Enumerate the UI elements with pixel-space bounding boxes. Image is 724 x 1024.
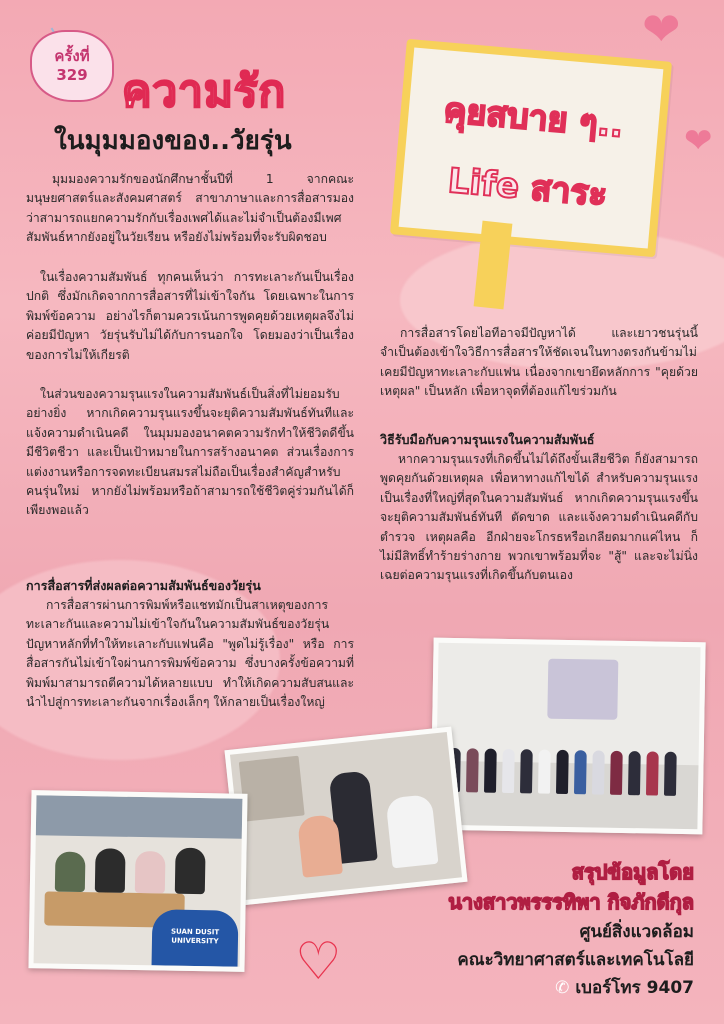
- photo-person: [538, 750, 551, 794]
- left-paragraph-3: ในส่วนของความรุนแรงในความสัมพันธ์เป็นสิ่งที่ไม่ยอมรับอย่างยิ่ง หากเกิดความรุนแรงขึ้นจะยุติความสัมพันธ์ทันทีและแจ้งความดำเนินคดี ในมุมมองอนาคตความรักทำให้ชีวิตดีขึ้น มีชีวิตชีวา และเป็นเป้าหมายในการสร้างอนาคต ส่วนเรื่องการแต่งงานหรือการจดทะเบียนสมรสไม่ถือเป็นเรื่องสำคัญสำหรับคนรุ่นใหม่ หากยังไม่พร้อมหรือถ้าสามารถใช้ชีวิตคู่ร่วมกันได้ก็เพียงพอแล้ว: [26, 387, 354, 518]
- credit-author: นางสาวพรรรทิพา กิจภักดีกุล: [448, 890, 694, 914]
- photo-person: [95, 848, 126, 893]
- phone-label: เบอร์โทร 9407: [575, 978, 694, 998]
- photo-person: [574, 750, 587, 794]
- photo-seated-group: [28, 790, 247, 972]
- photo-group-standing: [430, 638, 705, 835]
- photo-person: [175, 848, 206, 895]
- credit-phone: [555, 974, 694, 1001]
- heart-icon: ❤: [642, 2, 681, 56]
- sign-line-2: Life สาระ: [446, 160, 609, 215]
- credit-label: สรุปข้อมูลโดย: [571, 860, 694, 884]
- photo-wall-panel: [547, 659, 618, 720]
- issue-number: 329: [56, 66, 88, 84]
- sign-line-1: คุยสบาย ๆ..: [442, 90, 625, 146]
- photo-person: [520, 749, 533, 793]
- photo-person-shirt: [152, 909, 239, 966]
- photo-person: [297, 814, 343, 878]
- credit-department: ศูนย์สิ่งแวดล้อม: [579, 922, 694, 942]
- photo-person: [466, 748, 479, 792]
- left-paragraph-1: มุมมองความรักของนักศึกษาชั้นปีที่ 1 จากคณะมนุษยศาสตร์และสังคมศาสตร์ สาขาภาษาและการสื่อสารมองว่าสามารถแยกความรักกับเรื่องเพศได้และไม่จำเป็นต้องมีเพศสัมพันธ์หากยังอยู่ในวัยเรียน หรือยังไม่พร้อมที่จะรับผิดชอบ: [26, 172, 354, 245]
- photo-person: [502, 749, 515, 793]
- heart-outline-icon: ♡: [295, 932, 342, 992]
- photo-person: [592, 751, 605, 795]
- issue-badge: [30, 26, 110, 100]
- right-paragraph-2: หากความรุนแรงที่เกิดขึ้นไม่ได้ถึงขั้นเสียชีวิต ก็ยังสามารถพูดคุยกันด้วยเหตุผล เพื่อหาทางแก้ไขได้ สำหรับความรุนแรงเป็นเรื่องที่ใหญ่ที่สุดในความสัมพันธ์ หากเกิดความรุนแรงขึ้นจะยุติความสัมพันธ์ทันที ตัดขาด และแจ้งความดำเนินคดีกับตำรวจ เหตุผลคือ อีกฝ่ายจะโกรธหรือเกลียดมากแค่ไหน ก็ไม่มีสิทธิ์ทำร้ายร่างกาย พวกเขาพร้อมที่จะ "สู้" และจะไม่นิ่งเฉยต่อความรุนแรงที่เกิดขึ้นกับตนเอง: [380, 452, 698, 583]
- right-heading: วิธีรับมือกับความรุนแรงในความสัมพันธ์: [380, 432, 595, 447]
- heart-icon: ❤: [684, 121, 713, 161]
- photo-window: [36, 795, 243, 839]
- photo-person: [135, 851, 166, 894]
- right-paragraph-1: การสื่อสารโดยไอทีอาจมีปัญหาได้ และเยาวชนรุ่นนี้จำเป็นต้องเข้าใจวิธีการสื่อสารให้ชัดเจนในทางตรงกันข้ามไม่เคยมีปัญหาทะเลาะกับแฟน เนื่องจากเขายึดหลักการ "คุยด้วยเหตุผล" เป็นหลัก เพื่อหาจุดที่ต้องแก้ไขร่วมกัน: [380, 326, 698, 399]
- issue-label: ครั้งที่: [54, 47, 90, 65]
- credit-faculty: คณะวิทยาศาสตร์และเทคโนโลยี: [457, 950, 694, 970]
- left-paragraph-2: ในเรื่องความสัมพันธ์ ทุกคนเห็นว่า การทะเลาะกันเป็นเรื่องปกติ ซึ่งมักเกิดจากการสื่อสารที่ไม่เข้าใจกัน โดยเฉพาะในการพิมพ์ข้อความ อย่างไรก็ตามควรเน้นการพูดคุยด้วยเหตุผลจึงไม่ค่อยมีปัญหา วัยรุ่นรับไม่ได้กับการนอกใจ โดยมองว่าเป็นเรื่องของการไม่ให้เกียรติ: [26, 270, 354, 362]
- column-sign: [390, 39, 672, 257]
- photo-person: [664, 752, 677, 796]
- photo-person: [55, 852, 86, 893]
- shirt-text: SUAN DUSIT UNIVERSITY: [170, 927, 220, 946]
- page-title: ความรัก: [122, 66, 287, 117]
- left-heading: การสื่อสารที่ส่งผลต่อความสัมพันธ์ของวัยรุ่น: [26, 578, 261, 593]
- photo-person: [628, 751, 641, 795]
- left-paragraph-4: การสื่อสารผ่านการพิมพ์หรือแชทมักเป็นสาเหตุของการทะเลาะกันและความไม่เข้าใจกันในความสัมพันธ์ของวัยรุ่น ปัญหาหลักที่ทำให้ทะเลาะกับแฟนคือ "พูดไม่รู้เรื่อง" หรือ การสื่อสารกันไม่เข้าใจผ่านการพิมพ์ข้อความ ซึ่งบางครั้งข้อความที่พิมพ์มาสามารถตีความได้หลายแบบ ทำให้เกิดความสับสนและนำไปสู่การทะเลาะกันจากเรื่องเล็กๆ ให้กลายเป็นเรื่องใหญ่: [26, 598, 354, 710]
- photo-person: [385, 794, 438, 868]
- phone-icon: ✆: [555, 978, 570, 998]
- photo-speaker: [224, 727, 467, 906]
- photo-person: [484, 749, 497, 793]
- page-subtitle: ในมุมมองของ..วัยรุ่น: [54, 126, 292, 156]
- photo-person: [556, 750, 569, 794]
- photo-shelf: [239, 756, 305, 822]
- photo-person: [610, 751, 623, 795]
- photo-person: [646, 752, 659, 796]
